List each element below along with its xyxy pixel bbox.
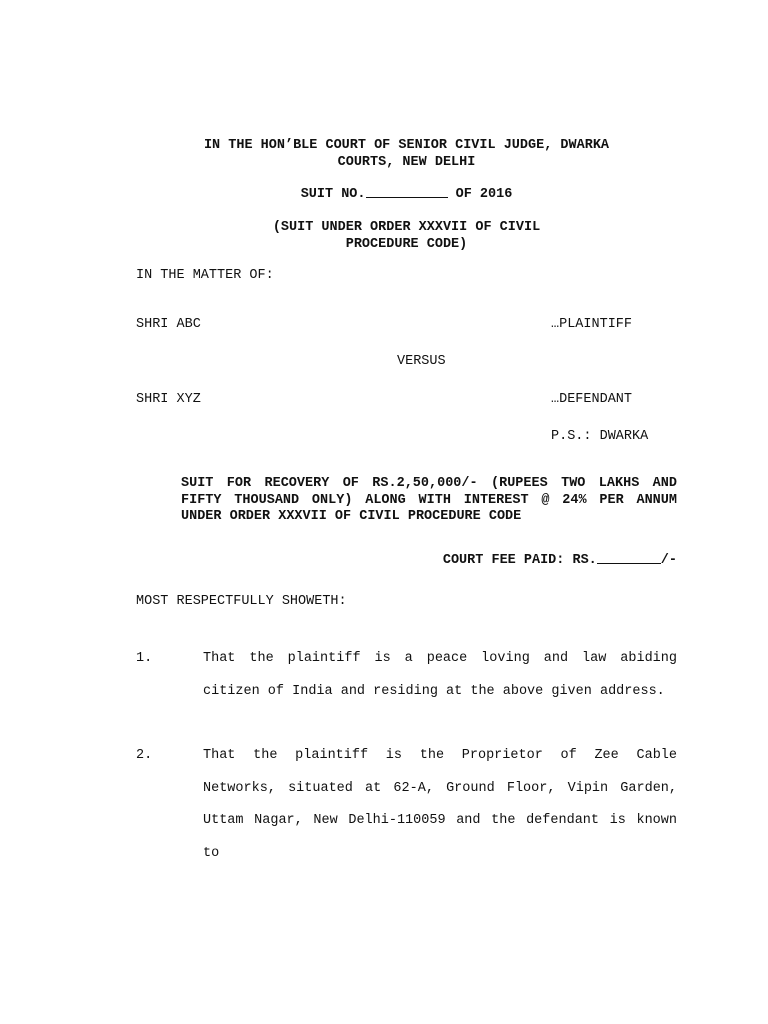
defendant-label: …DEFENDANT bbox=[551, 392, 633, 407]
paragraph-text: That the plaintiff is the Proprietor of Zee Cable Networks, situated at 62-A, Ground Floor, Vipin Garden, Uttam Nagar, New Delhi-110059 and the defendant is known to bbox=[203, 748, 677, 861]
court-heading-line-2: COURTS, NEW DELHI bbox=[337, 155, 476, 170]
suit-number-blank bbox=[366, 196, 448, 198]
suit-number-line bbox=[136, 186, 677, 203]
showeth-heading: MOST RESPECTFULLY SHOWETH: bbox=[136, 594, 347, 609]
police-station: P.S.: DWARKA bbox=[551, 429, 649, 444]
paragraph-number: 2. bbox=[136, 748, 153, 763]
plaintiff-name: SHRI ABC bbox=[136, 317, 201, 332]
court-fee-prefix: COURT FEE PAID: RS. bbox=[442, 553, 597, 568]
order-reference-line-1: (SUIT UNDER ORDER XXXVII OF CIVIL bbox=[272, 220, 541, 235]
recovery-statement: SUIT FOR RECOVERY OF RS.2,50,000/- (RUPEES TWO LAKHS AND FIFTY THOUSAND ONLY) ALONG WITH INTEREST @ 24% PER ANNUM UNDER ORDER XXXVII OF CIVIL PROCEDURE CODE bbox=[181, 476, 677, 524]
plaintiff-label: …PLAINTIFF bbox=[551, 317, 633, 332]
paragraph-number: 1. bbox=[136, 651, 153, 666]
in-the-matter-of: IN THE MATTER OF: bbox=[136, 268, 274, 283]
paragraph-text: That the plaintiff is a peace loving and law abiding citizen of India and residing at the above given address. bbox=[203, 651, 677, 699]
suit-number-suffix: OF 2016 bbox=[447, 187, 513, 202]
court-fee-line bbox=[393, 553, 677, 568]
order-reference-line-2: PROCEDURE CODE) bbox=[345, 237, 468, 252]
versus-label: VERSUS bbox=[397, 354, 446, 369]
order-reference bbox=[136, 219, 677, 253]
court-fee-suffix: /- bbox=[660, 553, 677, 568]
court-fee-blank bbox=[597, 562, 661, 564]
defendant-name: SHRI XYZ bbox=[136, 392, 201, 407]
court-heading bbox=[136, 137, 677, 171]
court-heading-line-1: IN THE HON’BLE COURT OF SENIOR CIVIL JUDGE, DWARKA bbox=[203, 138, 610, 153]
suit-number-prefix: SUIT NO. bbox=[300, 187, 366, 202]
